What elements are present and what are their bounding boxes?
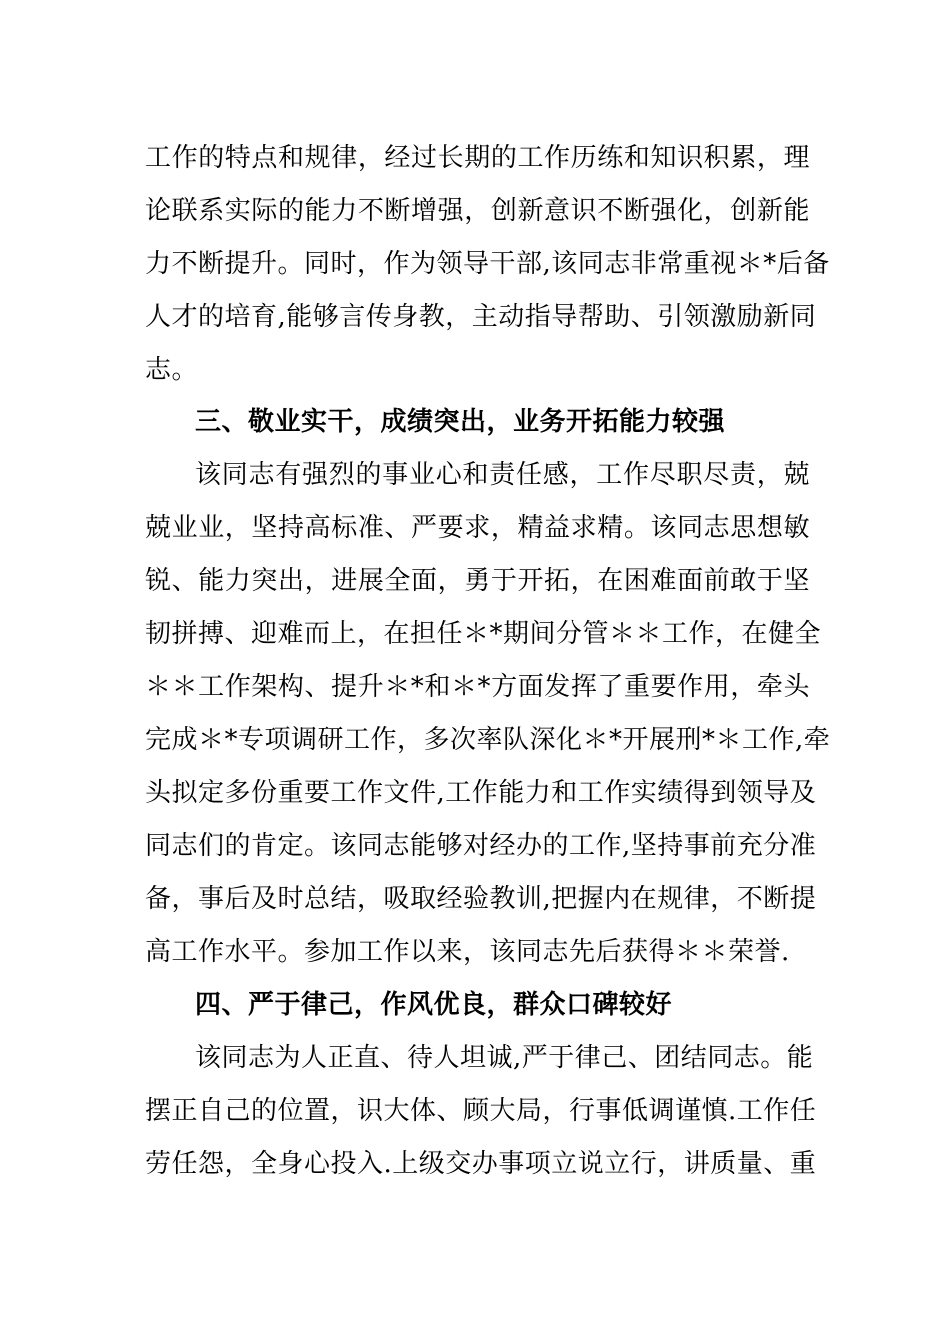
paragraph-line: 工作的特点和规律，经过长期的工作历练和知识积累，理 [145, 143, 810, 173]
paragraph-line: 同志们的肯定。该同志能够对经办的工作,坚持事前充分准 [145, 831, 817, 861]
paragraph-line: 韧拼搏、迎难而上，在担任＊*期间分管＊＊工作，在健全 [145, 619, 822, 649]
paragraph-line: 锐、能力突出，进展全面，勇于开拓，在困难面前敢于坚 [145, 566, 810, 596]
paragraph-line: 摆正自己的位置，识大体、顾大局，行事低调谨慎.工作任 [145, 1096, 817, 1126]
paragraph-line: 头拟定多份重要工作文件,工作能力和工作实绩得到领导及 [145, 778, 817, 808]
section-heading: 三、敬业实干，成绩突出，业务开拓能力较强 [195, 407, 726, 437]
paragraph-line: 备，事后及时总结，吸取经验教训,把握内在规律，不断提 [145, 884, 817, 914]
paragraph-line: 该同志为人正直、待人坦诚,严于律己、团结同志。能 [195, 1043, 814, 1073]
paragraph-line: 力不断提升。同时，作为领导干部,该同志非常重视＊*后备 [145, 249, 830, 279]
paragraph-line: 志。 [145, 355, 199, 385]
paragraph-line: 论联系实际的能力不断增强，创新意识不断强化，创新能 [145, 196, 810, 226]
paragraph-line: 人才的培育,能够言传身教，主动指导帮助、引领激励新同 [145, 302, 817, 332]
paragraph-line: 该同志有强烈的事业心和责任感，工作尽职尽责，兢 [195, 460, 810, 490]
paragraph-line: ＊＊工作架构、提升＊*和＊*方面发挥了重要作用，牵头 [145, 672, 810, 702]
paragraph-line: 高工作水平。参加工作以来，该同志先后获得＊＊荣誉. [145, 937, 790, 967]
paragraph-line: 兢业业，坚持高标准、严要求，精益求精。该同志思想敏 [145, 513, 810, 543]
paragraph-line: 劳任怨，全身心投入.上级交办事项立说立行，讲质量、重 [145, 1149, 817, 1179]
paragraph-line: 完成＊*专项调研工作，多次率队深化＊*开展刑*＊工作,牵 [145, 725, 831, 755]
section-heading: 四、严于律己，作风优良，群众口碑较好 [195, 990, 673, 1020]
